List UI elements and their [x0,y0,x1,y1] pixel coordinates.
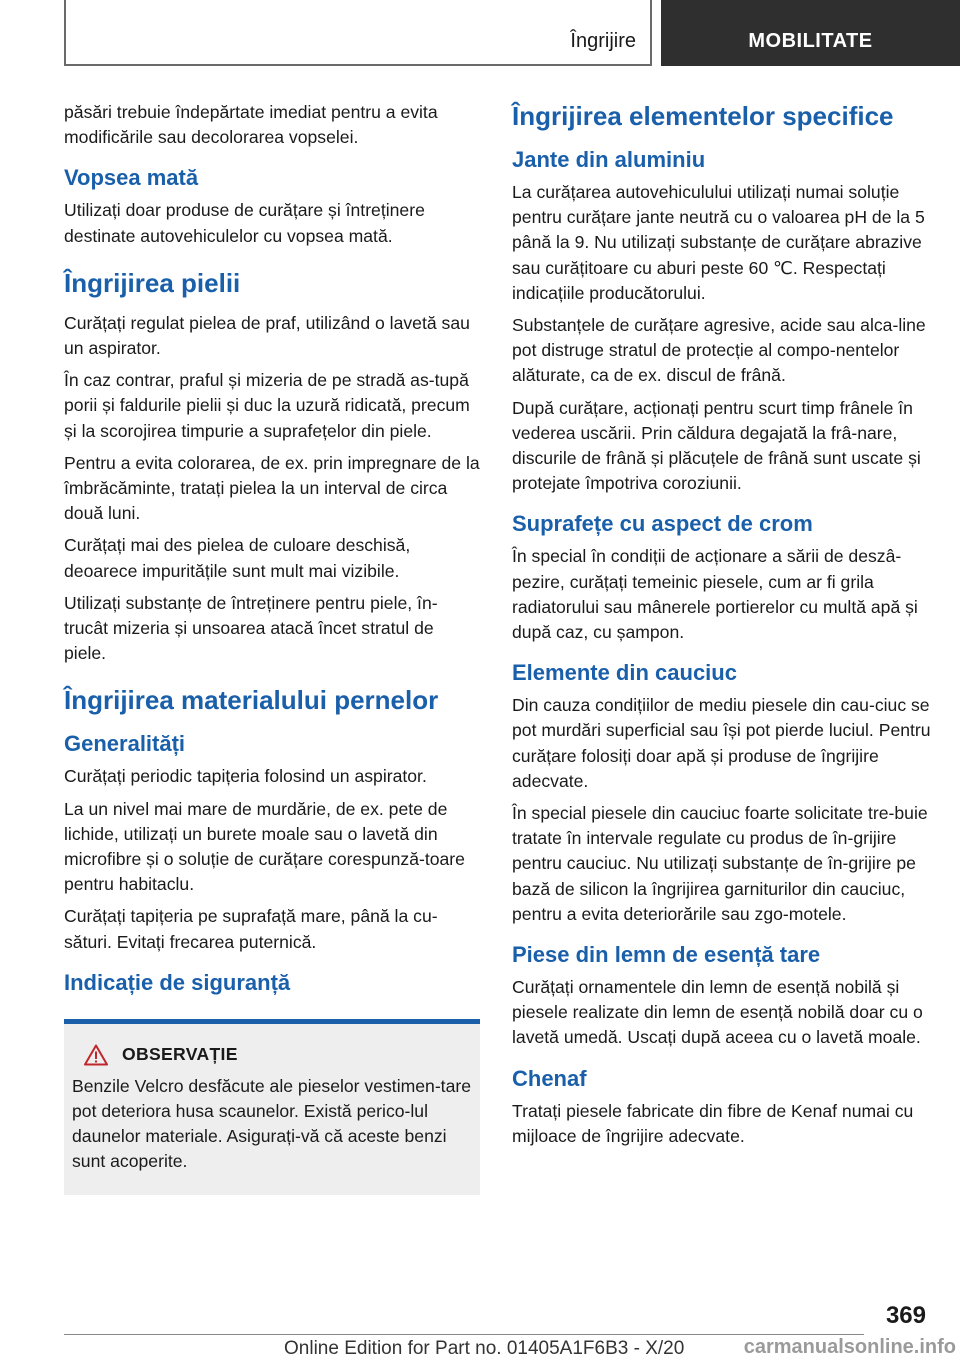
heading-generalitati: Generalități [64,731,186,757]
paragraph-jante-1: La curățarea autovehiculului utilizați numai soluție pentru curățare jante neutră cu o valoarea pH de la 5 până la 9. Nu utilizați substanțe de curățare abrazive sau curățitoare cu aburi peste 60 ℃. Respectați indicațiile producătorului. [512,182,925,303]
heading-elemente-specifice: Îngrijirea elementelor specifice [512,101,894,131]
paragraph-piele-5: Utilizați substanțe de întreținere pentru piele, în-trucât mizeria și unsoarea atacă încet stratul de piele. [64,592,438,664]
heading-elemente-cauciuc: Elemente din cauciuc [512,660,737,686]
paragraph-generalitati-3: Curățați tapițeria pe suprafață mare, până la cu-sături. Evitați frecarea puternică. [64,906,438,952]
paragraph-generalitati-2: La un nivel mai mare de murdărie, de ex. pete de lichide, utilizați un burete moale sau o lavetă din microfibre și o soluție de curățare corespunză-toare pentru habitaclu. [64,798,465,895]
paragraph-piele-1: Curățați regulat pielea de praf, utilizând o lavetă sau un aspirator. [64,312,470,359]
paragraph-cauciuc-1: Din cauza condițiilor de mediu piesele din cau-ciuc se pot murdări superficial sau își pot pierde luciul. Pentru curățare folosiți doar apă și produse de îngrijire adecvate. [512,695,931,791]
heading-ingrijirea-pielii: Îngrijirea pielii [64,267,241,298]
paragraph-piele-2: În caz contrar, praful și mizeria de pe stradă as-tupă porii și faldurile pielii și duc la uzură ridicată, precum și la scorojirea timpurie a suprafețelor din piele. [64,370,470,441]
header-chapter-title: MOBILITATE [748,30,873,52]
header-chapter-box [661,0,960,66]
warning-title: OBSERVAȚIE [122,1044,238,1065]
header-section-box [64,0,652,66]
paragraph-generalitati-1: Curățați periodic tapițeria folosind un aspirator. [64,766,427,787]
heading-vopsea-mata: Vopsea mată [64,165,199,191]
page-header [64,0,960,66]
paragraph-cauciuc-2: În special piesele din cauciuc foarte solicitate tre-buie tratate în intervale regulate cu produs de în-grijire pentru cauciuc. Nu utilizați substanțe de în-grijire pe bază de silicon la îngrijirea garniturilor din cauciuc, pentru a evita deteriorările sau zgo-motele. [512,803,928,924]
paragraph-piele-3: Pentru a evita colorarea, de ex. prin impregnare de la îmbrăcăminte, tratați pielea la un interval de circa două luni. [64,452,480,524]
paragraph-intro: păsări trebuie îndepărtate imediat pentru a evita modificările sau decolorarea vopselei. [64,102,438,148]
paragraph-jante-2: Substanțele de curățare agresive, acide sau alca-line pot distruge stratul de protecție al compo-nentelor alăturate, ca de ex. discul de frână. [512,315,926,386]
warning-box [64,1019,480,1195]
heading-indicatie-siguranta: Indicație de siguranță [64,969,291,995]
paragraph-chenaf: Tratați piesele fabricate din fibre de Kenaf numai cu mijloace de îngrijire adecvate. [512,1100,914,1146]
right-column [512,100,932,1156]
paragraph-crom: În special în condiții de acționare a sării de deszâ-pezire, curățați temeinic piesele, cum ar fi grila radiatorului sau mânerele portierelor cu multă apă și după caz, cu șampon. [512,546,918,643]
heading-suprafete-crom: Suprafețe cu aspect de crom [512,511,813,537]
footer-watermark: carmanualsonline.info [743,1336,956,1358]
paragraph-jante-3: După curățare, acționați pentru scurt timp frânele în vederea uscării. Prin căldura degajată la frâ-nare, discurile de frână și plăcuțele de frână sunt uscate și protejate împotriva coroziunii. [512,397,921,494]
footer-divider [64,1334,864,1335]
warning-header [84,1044,472,1066]
footer-edition: Online Edition for Part no. 01405A1F6B3 - X/20 [284,1338,685,1359]
heading-piese-lemn: Piese din lemn de esență tare [512,942,821,968]
warning-text: Benzile Velcro desfăcute ale pieselor vestimen-tare pot deteriora husa scaunelor. Există perico-lul daunelor materiale. Asigurați-vă că aceste benzi sunt acoperite. [72,1075,472,1172]
warning-triangle-icon [84,1044,108,1066]
paragraph-piele-4: Curățați mai des pielea de culoare deschisă, deoarece impuritățile sunt mult mai vizibile. [64,535,411,581]
paragraph-vopsea: Utilizați doar produse de curățare și întreținere destinate autovehiculelor cu vopsea mată. [64,200,425,246]
left-column [64,100,480,1195]
paragraph-lemn: Curățați ornamentele din lemn de esență nobilă și piesele realizate din lemn de esență nobilă doar cu o lavetă umedă. Uscați după aceea cu o lavetă moale. [512,977,923,1048]
heading-chenaf: Chenaf [512,1065,587,1091]
page-number: 369 [885,1302,926,1329]
heading-materialul-pernelor: Îngrijirea materialului pernelor [64,685,439,716]
header-section-title: Îngrijire [570,30,636,52]
heading-jante-aluminiu: Jante din aluminiu [512,147,706,172]
